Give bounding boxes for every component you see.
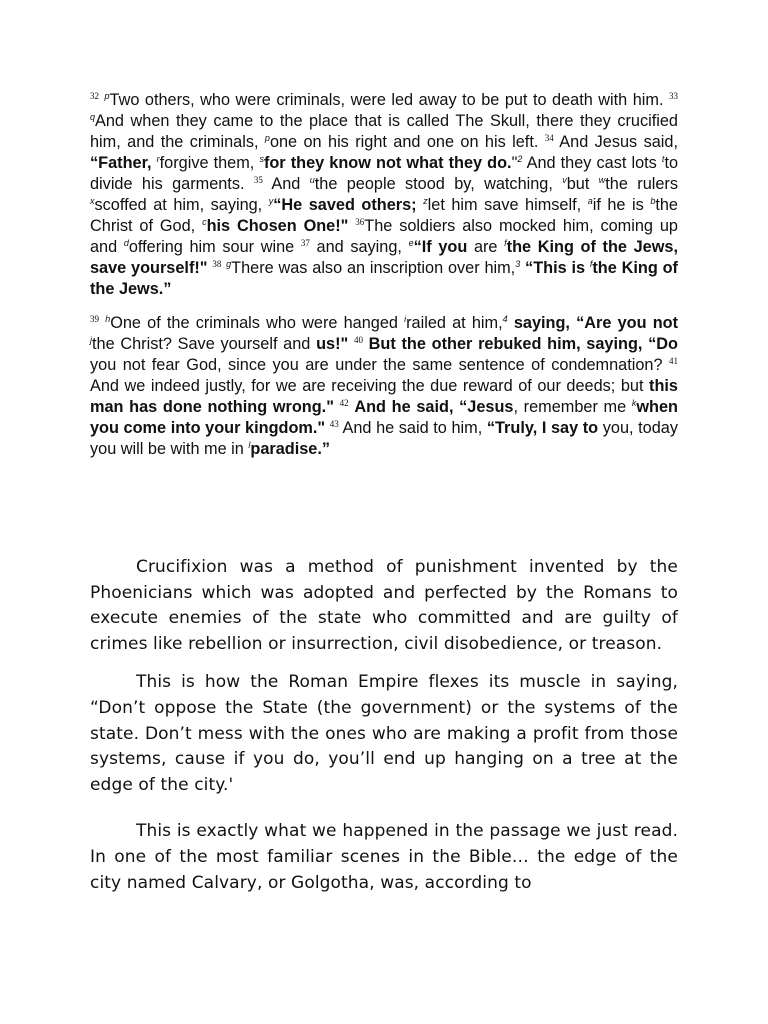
cross-reference: z (423, 196, 428, 206)
verse-number: 36 (355, 217, 365, 227)
quoted-words: “He saved others; (273, 196, 417, 214)
verse-text: forgive them, (159, 154, 255, 172)
cross-reference: u (309, 175, 315, 185)
verse-text: , remember me (513, 398, 627, 416)
essay-paragraph-1: Crucifixion was a method of punishment invented by the Phoenicians which was adopted and perfected by the Romans to execute enemies of the state who committed and are guilty of crimes like rebellion or insurrection, civil disobedience, or treason. (90, 557, 678, 654)
quoted-words: saying, “Are you not (513, 314, 679, 332)
quoted-words: “If you (413, 238, 468, 256)
verse-number: 37 (300, 238, 310, 248)
verse-number: 38 (212, 259, 222, 269)
verse-text: but (566, 175, 590, 193)
verse-text: the Christ? Save yourself and (92, 335, 311, 353)
verse-text: And he said to him, (342, 419, 483, 437)
verse-text: And (271, 175, 301, 193)
verse-number: 39 (90, 314, 99, 324)
quote-mark: " (511, 154, 518, 172)
verse-text: The soldiers also mocked him, coming up and (90, 217, 678, 256)
verse-text: the people stood by, watching, (314, 175, 553, 193)
cross-reference: g (226, 259, 232, 269)
verse-text: to divide his garments. (90, 154, 679, 193)
cross-reference: s (259, 154, 264, 164)
cross-reference: j (90, 335, 92, 345)
verse-text: And when they came to the place that is called The Skull, there they crucified him, and the criminals, (90, 112, 678, 151)
verse-number: 42 (339, 398, 349, 408)
cross-reference: r (156, 154, 160, 164)
cross-reference: v (562, 175, 567, 185)
cross-reference: y (268, 196, 274, 206)
words-of-jesus: paradise.” (250, 440, 331, 458)
scripture-paragraph-2 (90, 313, 678, 460)
verse-text: One of the criminals who were hanged (110, 314, 398, 332)
quoted-words: “This is (525, 259, 586, 277)
footnote-marker: 2 (517, 154, 523, 164)
verse-text: and saying, (316, 238, 402, 256)
words-of-jesus: “Truly, I say to (486, 419, 599, 437)
verse-text: if he is (592, 196, 644, 214)
verse-number: 40 (353, 335, 363, 345)
cross-reference: p (264, 133, 270, 143)
verse-text: you not fear God, since you are under the same sentence of condemnation? (90, 356, 663, 374)
verse-number: 41 (669, 356, 678, 366)
verse-text: And they cast lots (526, 154, 657, 172)
verse-number: 32 (90, 91, 99, 101)
words-of-jesus: for they know not what they do. (263, 154, 512, 172)
verse-number: 34 (544, 133, 554, 143)
verse-number: 33 (669, 91, 679, 101)
quoted-words: the King of the Jews, save yourself!" (90, 238, 678, 277)
cross-reference: w (598, 175, 606, 185)
cross-reference: p (104, 91, 110, 101)
essay-paragraph-3: This is exactly what we happened in the passage we just read. In one of the most familiar scenes in the Bible… the edge of the city named Calvary, or Golgotha, was, according to (90, 821, 678, 893)
cross-reference: d (123, 238, 129, 248)
cross-reference: q (90, 112, 96, 122)
scripture-paragraph-1 (90, 90, 678, 300)
quoted-words: us!" (316, 335, 349, 353)
footnote-marker: 4 (502, 314, 508, 324)
verse-text: the Christ of God, (90, 196, 678, 235)
cross-reference: i (404, 314, 407, 324)
cross-reference: l (248, 440, 251, 450)
sermon-text (90, 555, 678, 896)
cross-reference: k (631, 398, 637, 408)
words-of-jesus: “Father, (90, 154, 152, 172)
quoted-words: his Chosen One!" (206, 217, 349, 235)
verse-text: railed at him, (406, 314, 503, 332)
quoted-words: the King of the Jews.” (90, 259, 678, 298)
verse-text: Two others, who were criminals, were led away to be put to death with him. (109, 91, 664, 109)
cross-reference: b (650, 196, 656, 206)
cross-reference: a (587, 196, 593, 206)
quoted-words: this man has done nothing wrong." (90, 377, 678, 416)
quoted-words: But the other rebuked him, saying, “Do (368, 335, 678, 353)
quoted-words: when you come into your kingdom." (90, 398, 679, 437)
cross-reference: f (504, 238, 507, 248)
verse-number: 35 (253, 175, 263, 185)
footnote-marker: 3 (515, 259, 521, 269)
cross-reference: c (202, 217, 207, 227)
verse-text: There was also an inscription over him, (231, 259, 516, 277)
verse-number: 43 (329, 419, 339, 429)
verse-text: And Jesus said, (559, 133, 678, 151)
verse-text: scoffed at him, saying, (94, 196, 263, 214)
verse-text: one on his right and one on his left. (269, 133, 539, 151)
verse-text: And we indeed justly, for we are receiving the due reward of our deeds; but (90, 377, 644, 395)
verse-text: you, today you will be with me in (90, 419, 678, 458)
cross-reference: h (105, 314, 111, 324)
verse-text: let him save himself, (427, 196, 582, 214)
verse-text: offering him sour wine (128, 238, 295, 256)
cross-reference: f (589, 259, 593, 269)
essay-paragraph-2: This is how the Roman Empire flexes its muscle in saying, “Don’t oppose the State (the government) or the systems of the state. Don’t mess with the ones who are making a profit from those systems, cause if you do, you’ll end up hanging on a tree at the edge of the city.' (90, 672, 678, 795)
verse-text: are (473, 238, 498, 256)
cross-reference: e (408, 238, 414, 248)
scripture-passage (90, 90, 678, 460)
cross-reference: t (661, 154, 665, 164)
verse-text: the rulers (605, 175, 678, 193)
cross-reference: x (90, 196, 95, 206)
quoted-words: And he said, “Jesus (354, 398, 514, 416)
